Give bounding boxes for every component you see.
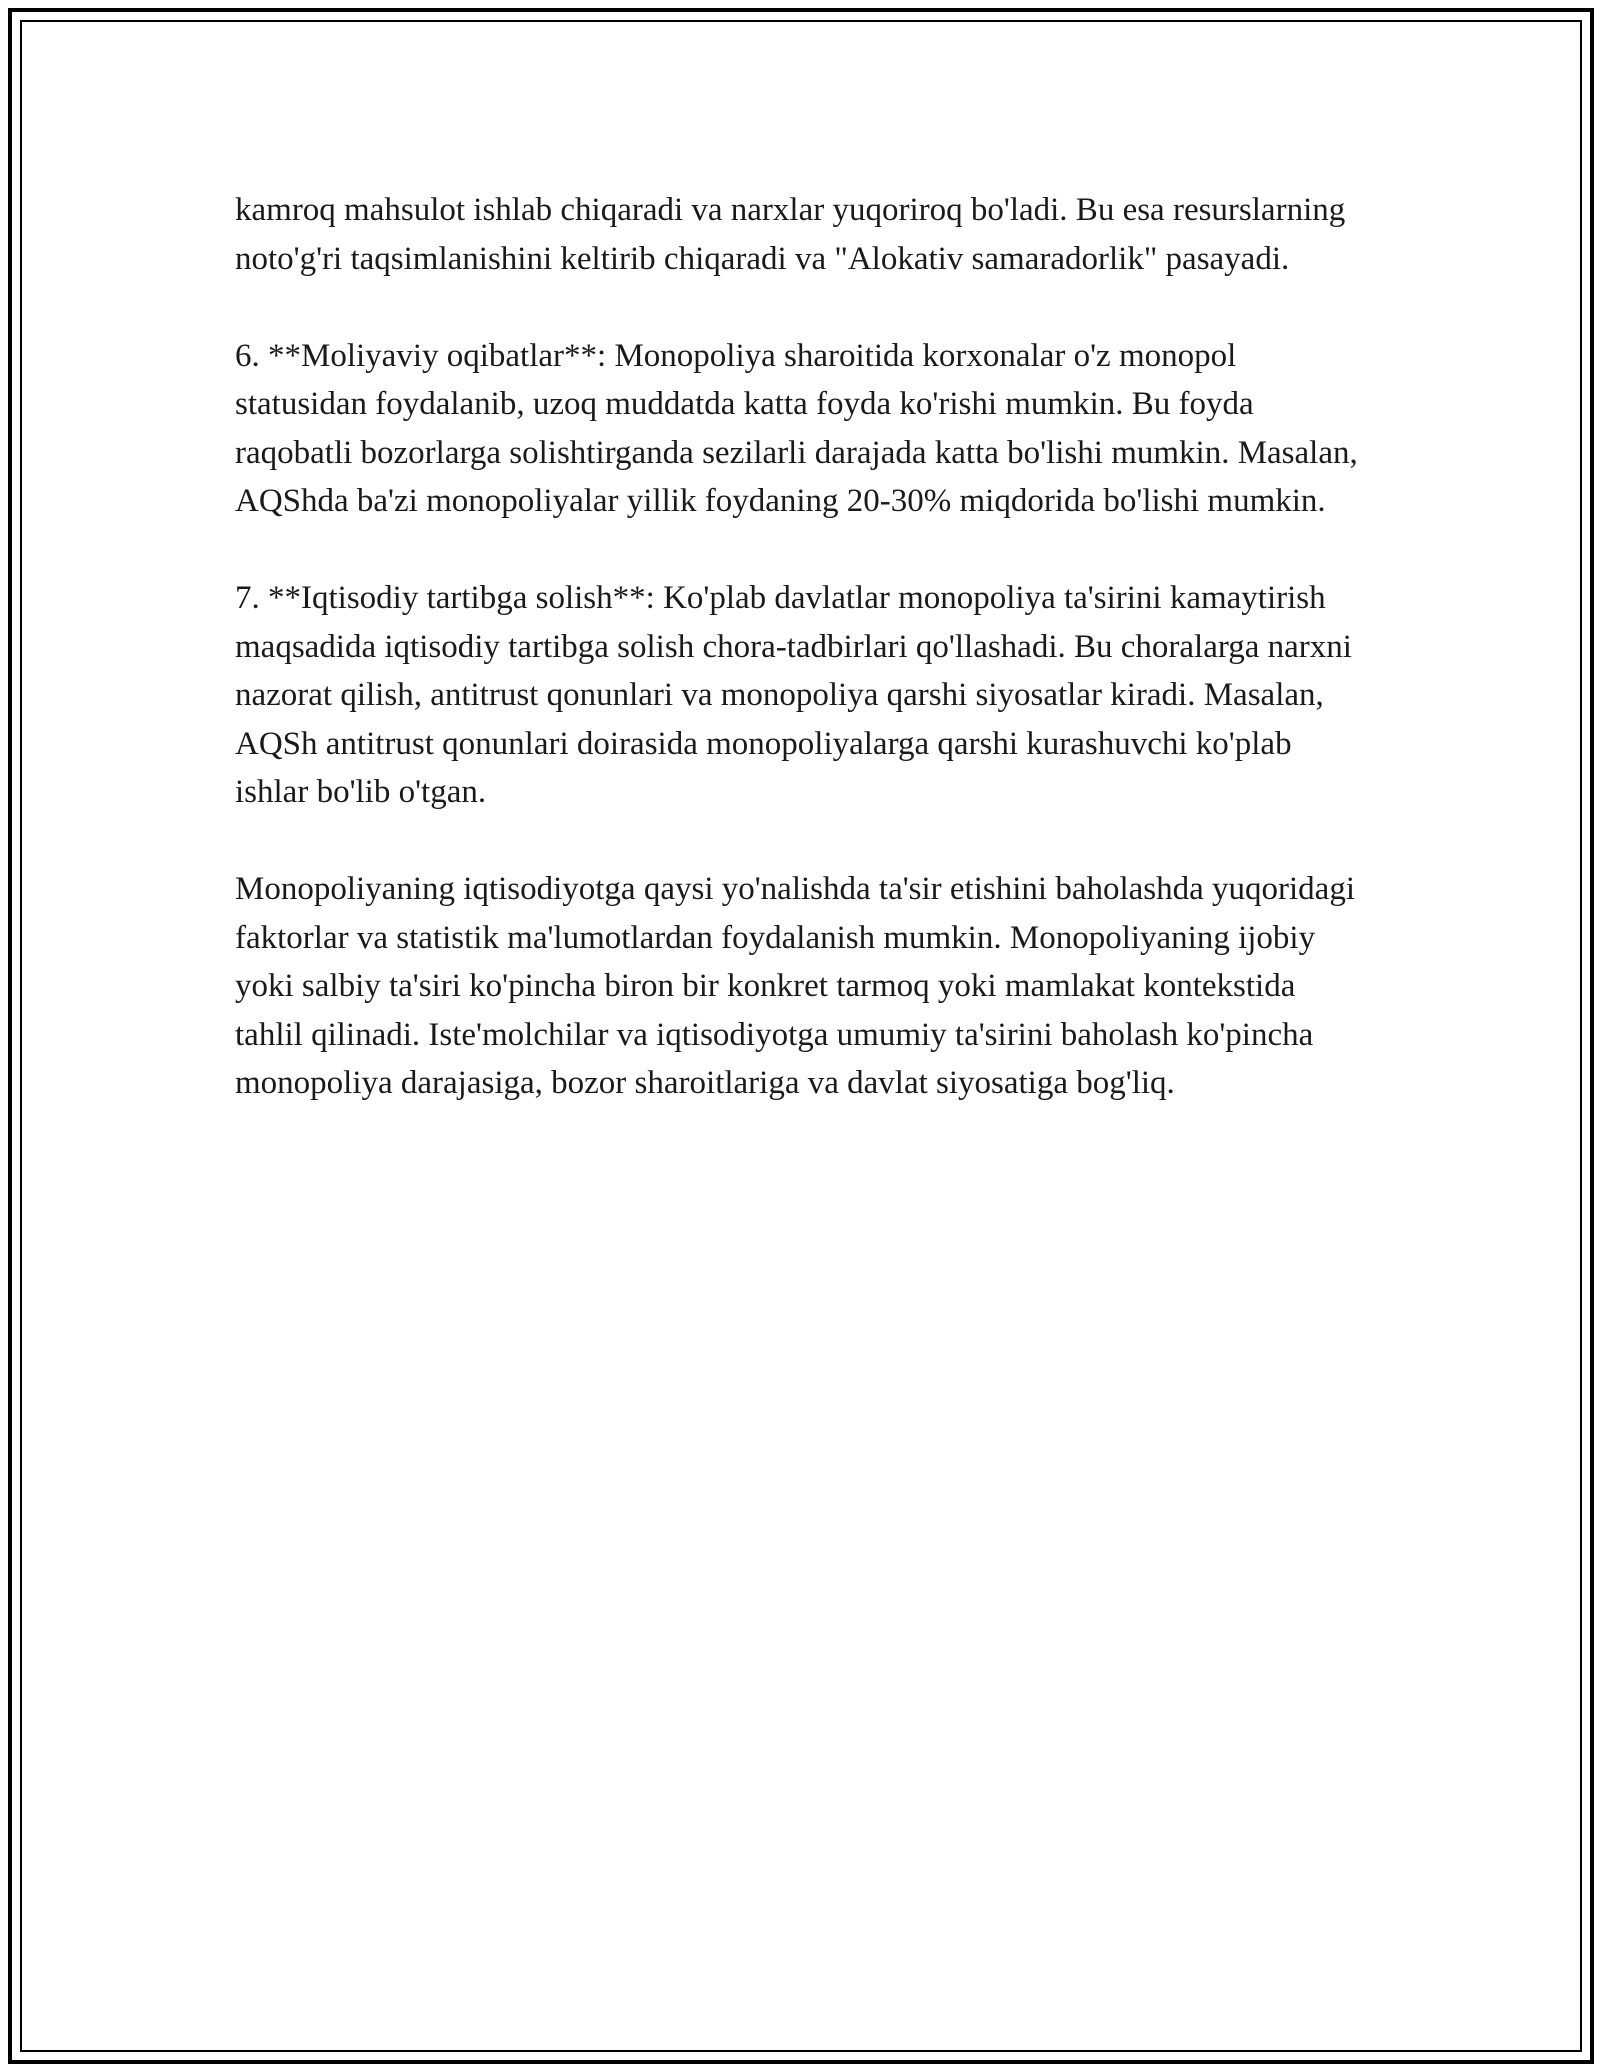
paragraph-conclusion: Monopoliyaning iqtisodiyotga qaysi yo'nalishda ta'sir etishini baholashda yuqoridagi faktorlar va statistik ma'lumotlardan foydalanish mumkin. Monopoliyaning ijobiy yoki salbiy ta'siri ko'pincha biron bir konkret tarmoq yoki mamlakat kontekstida tahlil qilinadi. Iste'molchilar va iqtisodiyotga umumiy ta'sirini baholash ko'pincha monopoliya darajasiga, bozor sharoitlariga va davlat siyosatiga bog'liq. xyxy=(235,871,1356,1101)
paragraph-allocative-efficiency: kamroq mahsulot ishlab chiqaradi va narxlar yuqoriroq bo'ladi. Bu esa resurslarning noto'g'ri taqsimlanishini keltirib chiqaradi va "Alokativ samaradorlik" pasayadi. xyxy=(235,192,1346,277)
document-body xyxy=(235,186,1365,1108)
paragraph-financial-consequences: 6. **Moliyaviy oqibatlar**: Monopoliya sharoitida korxonalar o'z monopol statusidan foydalanib, uzoq muddatda katta foyda ko'rishi mumkin. Bu foyda raqobatli bozorlarga solishtirganda sezilarli darajada katta bo'lishi mumkin. Masalan, AQShda ba'zi monopoliyalar yillik foydaning 20-30% miqdorida bo'lishi mumkin. xyxy=(235,337,1358,519)
paragraph-economic-regulation: 7. **Iqtisodiy tartibga solish**: Ko'plab davlatlar monopoliya ta'sirini kamaytirish maqsadida iqtisodiy tartibga solish chora-tadbirlari qo'llashadi. Bu choralarga narxni nazorat qilish, antitrust qonunlari va monopoliya qarshi siyosatlar kiradi. Masalan, AQSh antitrust qonunlari doirasida monopoliyalarga qarshi kurashuvchi ko'plab ishlar bo'lib o'tgan. xyxy=(235,580,1352,810)
